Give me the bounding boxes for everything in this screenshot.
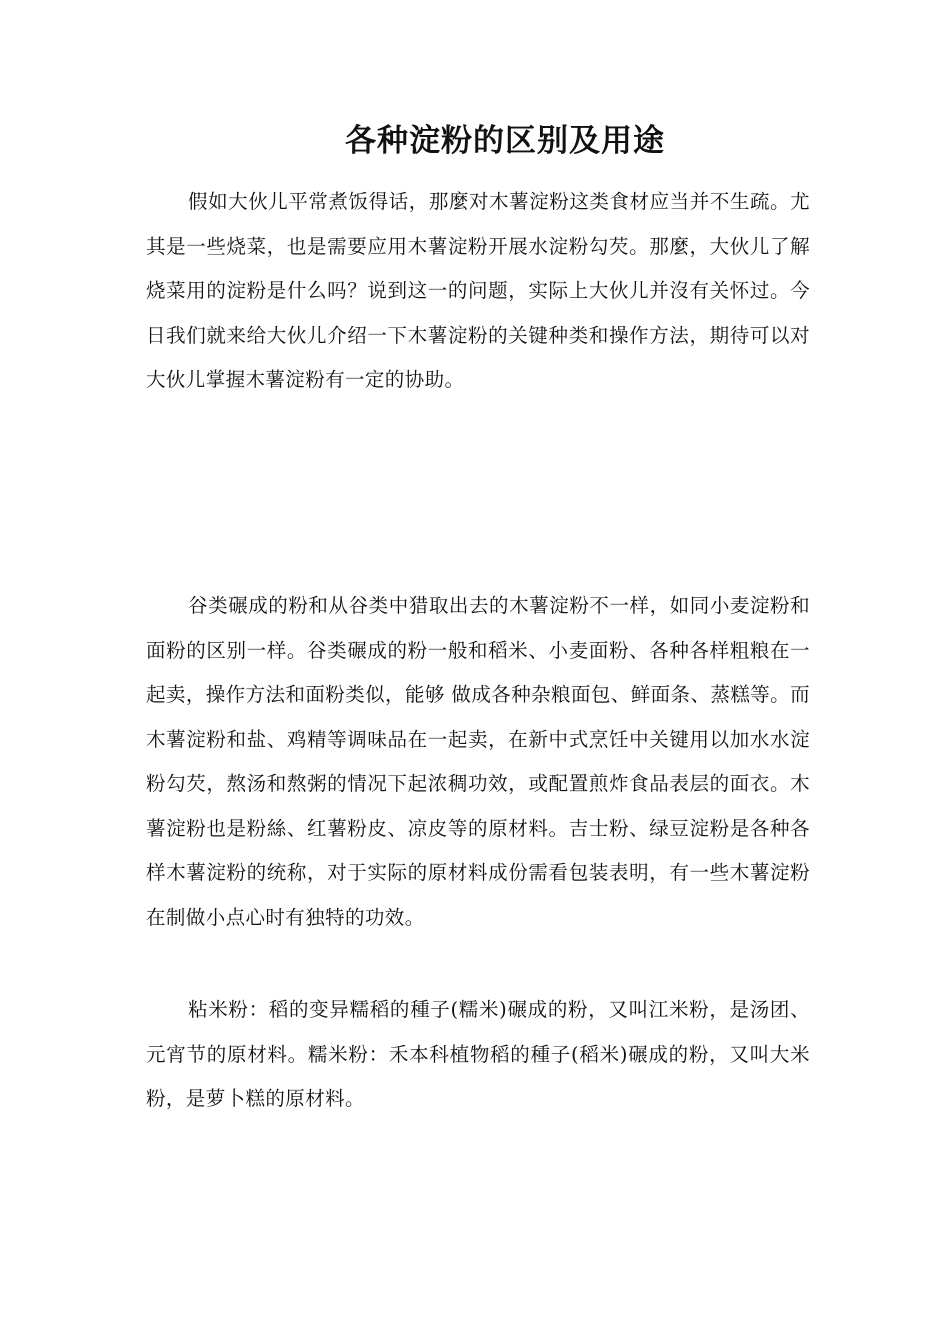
paragraph-intro: 假如大伙儿平常煮饭得话，那麼对木薯淀粉这类食材应当并不生疏。尤其是一些烧菜，也是需要应用木薯淀粉开展水淀粉勾芡。那麼，大伙儿了解烧菜用的淀粉是什么吗？说到这一的问题，实际上大伙儿并沒有关怀过。今日我们就来给大伙儿介绍一下木薯淀粉的关键种类和操作方法，期待可以对大伙儿掌握木薯淀粉有一定的协助。 xyxy=(146,190,810,391)
page-title: 各种淀粉的区别及用途 xyxy=(345,123,665,159)
paragraph-rice-flours: 粘米粉：稻的变异糯稻的種子(糯米)碾成的粉，又叫江米粉，是汤团、元宵节的原材料。糯米粉：禾本科植物稻的種子(稻米)碾成的粉，又叫大米粉，是萝卜糕的原材料。 xyxy=(146,998,810,1110)
paragraph-grain-vs-starch: 谷类碾成的粉和从谷类中猎取出去的木薯淀粉不一样，如同小麦淀粉和面粉的区别一样。谷类碾成的粉一般和稻米、小麦面粉、各种各样粗粮在一起卖，操作方法和面粉类似，能够 做成各种杂粮面包、鲜面条、蒸糕等。而木薯淀粉和盐、鸡精等调味品在一起卖，在新中式烹饪中关键用以加水水淀粉勾芡，熬汤和熬粥的情况下起浓稠功效，或配置煎炸食品表层的面衣。木薯淀粉也是粉絲、红薯粉皮、凉皮等的原材料。吉士粉、绿豆淀粉是各种各样木薯淀粉的统称，对于实际的原材料成份需看包装表明，有一些木薯淀粉在制做小点心时有独特的功效。 xyxy=(146,594,810,929)
